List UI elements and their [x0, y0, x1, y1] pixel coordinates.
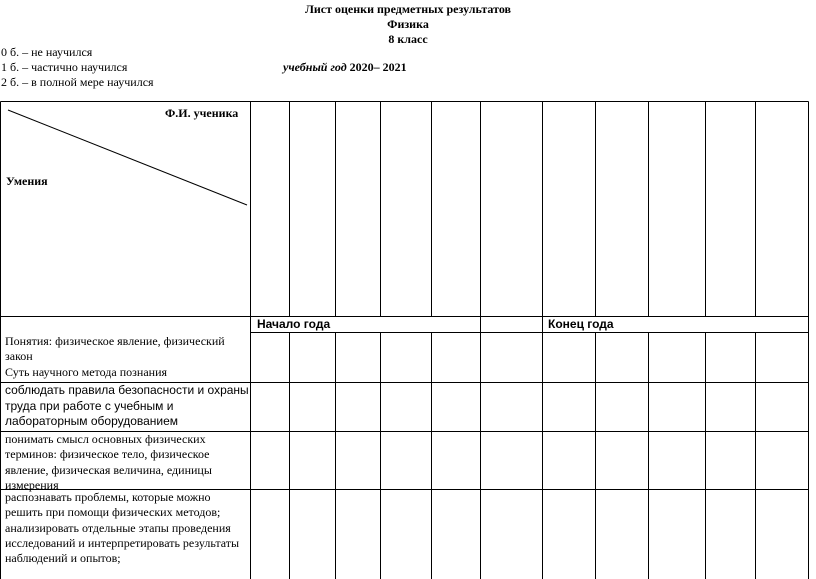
period-end-label: Конец года — [548, 317, 614, 331]
legend-item-1: 1 б. – частично научился — [1, 60, 128, 74]
school-year-label: учебный год — [283, 60, 347, 74]
skill-row-3: распознавать проблемы, которые можно решить при помощи физических методов; анализировать отдельные этапы проведения исследований и интерпретировать результаты наблюдений и опытов; — [5, 490, 240, 566]
student-column-lines — [290, 102, 756, 579]
subject-title: Физика — [387, 17, 429, 31]
skill-row-0: Понятия: физическое явление, физический закон Суть научного метода познания — [5, 334, 225, 379]
school-year-value: 2020– 2021 — [349, 60, 407, 74]
grade-title: 8 класс — [388, 32, 428, 46]
skill-row-1: соблюдать правила безопасности и охраны труда при работе с учебным и лабораторным оборудованием — [5, 383, 249, 428]
legend-item-0: 0 б. – не научился — [1, 45, 93, 59]
period-start-label: Начало года — [257, 317, 331, 331]
skill-row-2: понимать смысл основных физических терминов: физическое тело, физическое явление, физическая величина, единицы измерения — [5, 432, 212, 492]
page-title: Лист оценки предметных результатов — [304, 2, 512, 16]
header-diagonal-line — [8, 110, 247, 205]
student-name-header: Ф.И. ученика — [165, 106, 239, 120]
skills-header: Умения — [6, 174, 48, 188]
legend-item-2: 2 б. – в полной мере научился — [1, 75, 154, 89]
